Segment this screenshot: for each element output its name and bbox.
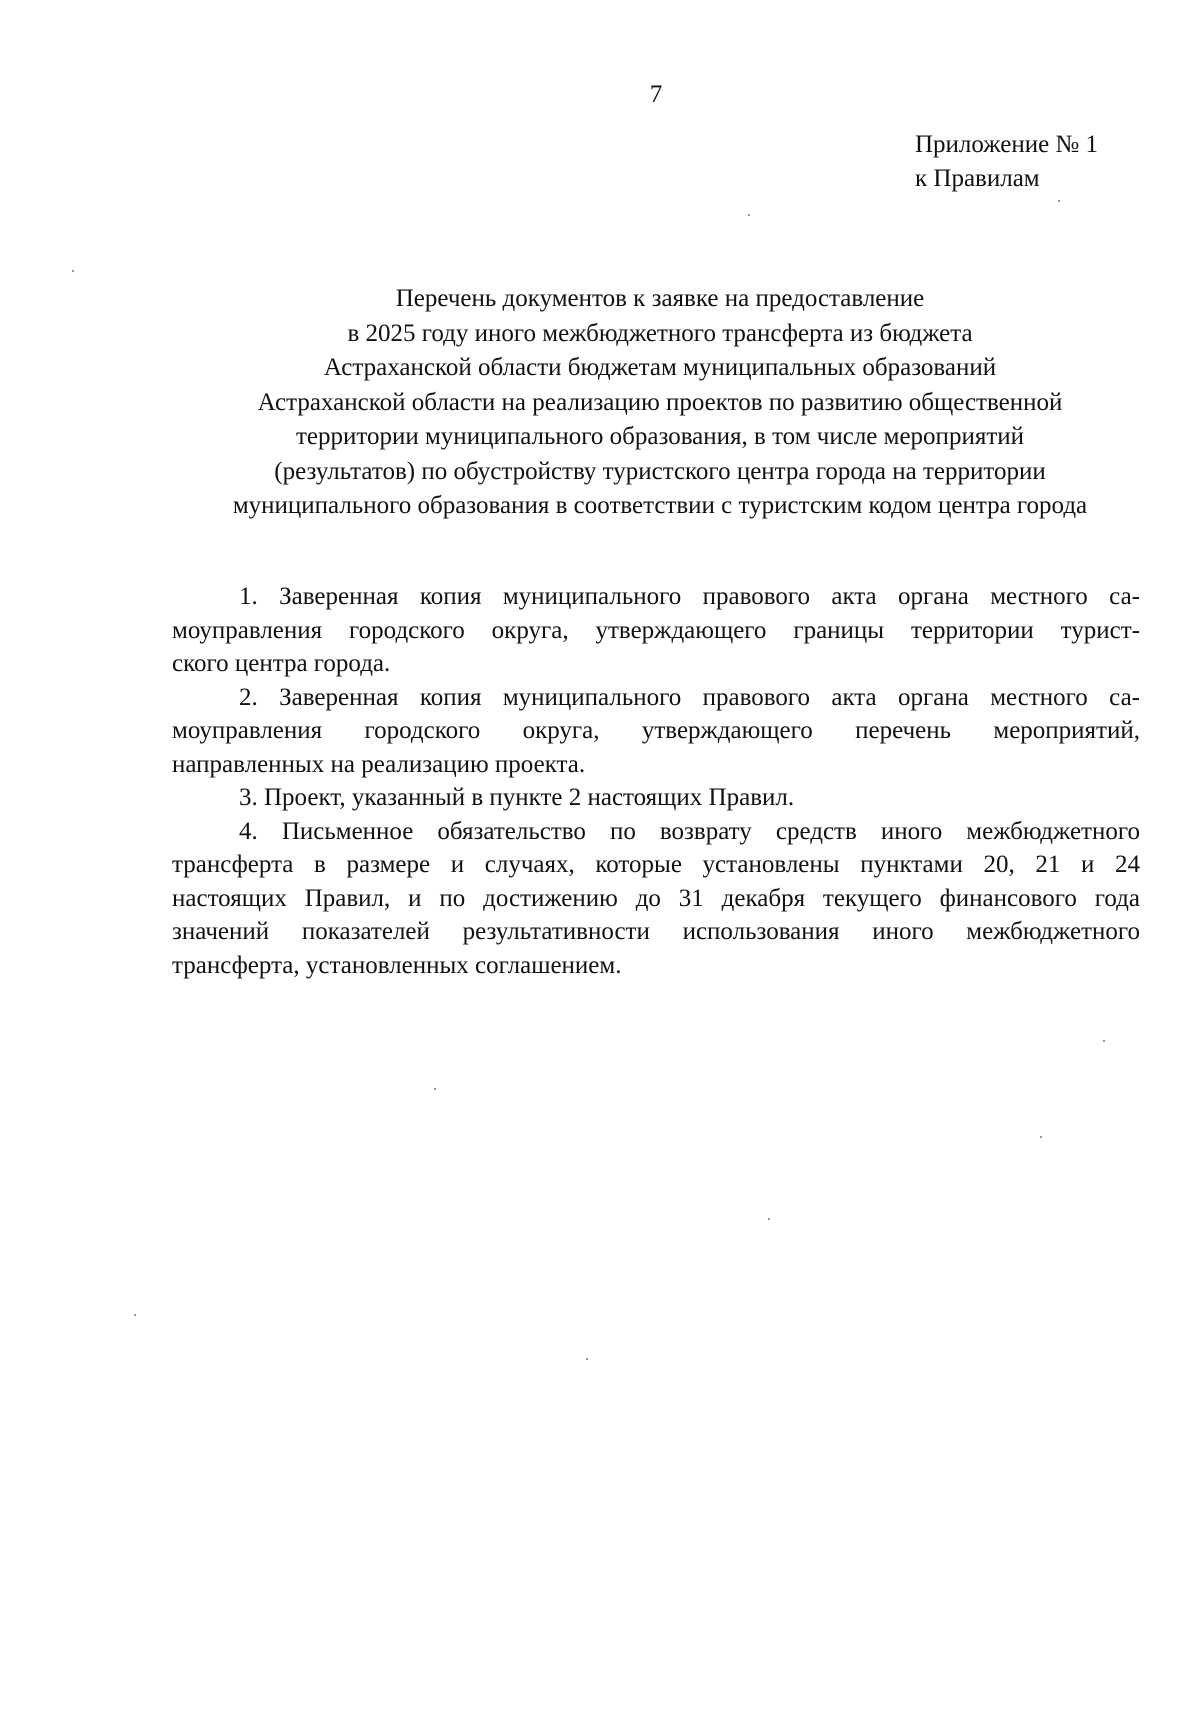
- title-line: Астраханской области бюджетам муниципальных образований: [323, 354, 997, 381]
- list-item-line: значений показателей результативности использования иного межбюджетного: [172, 918, 1140, 945]
- annex-header: [915, 128, 1098, 196]
- list-item-line: 3. Проект, указанный в пункте 2 настоящих Правил.: [239, 784, 795, 811]
- list-item-line: трансферта в размере и случаях, которые установлены пунктами 20, 21 и 24: [172, 851, 1140, 878]
- title-line: муниципального образования в соответствии с туристским кодом центра города: [232, 492, 1088, 519]
- list-item: [172, 580, 1140, 681]
- page-number: 7: [649, 81, 663, 108]
- list-item-line: моуправления городского округа, утверждающего границы территории турист-: [172, 616, 1140, 644]
- title-line: (результатов) по обустройству туристского центра города на территории: [274, 457, 1046, 485]
- title-line: Перечень документов к заявке на предоставление: [395, 285, 925, 312]
- scan-speck: [72, 270, 74, 272]
- scan-speck: [1103, 1040, 1105, 1042]
- annex-line-1: Приложение № 1: [915, 131, 1099, 158]
- scan-speck: [434, 1088, 436, 1090]
- document-list: [172, 580, 1140, 982]
- scan-speck: [134, 1314, 136, 1316]
- scan-speck: [748, 214, 750, 216]
- list-item-line: направленных на реализацию проекта.: [172, 750, 586, 778]
- list-item-line: трансферта, установленных соглашением.: [172, 951, 622, 979]
- scan-speck: [586, 1358, 588, 1360]
- list-item: [172, 781, 1140, 815]
- annex-line-2: к Правилам: [915, 165, 1040, 192]
- scan-speck: [1058, 200, 1060, 202]
- title-line: в 2025 году иного межбюджетного трансферта из бюджета: [347, 319, 973, 347]
- list-item-line: ского центра города.: [172, 650, 391, 677]
- title-line: территории муниципального образования, в том числе мероприятий: [295, 423, 1024, 450]
- list-item-line: моуправления городского округа, утверждающего перечень мероприятий,: [172, 717, 1140, 744]
- list-item-line: 4. Письменное обязательство по возврату средств иного межбюджетного: [239, 817, 1140, 845]
- document-title: [140, 282, 1180, 524]
- scan-speck: [1040, 1136, 1042, 1138]
- list-item-line: 1. Заверенная копия муниципального правового акта органа местного са-: [239, 583, 1140, 610]
- title-line: Астраханской области на реализацию проектов по развитию общественной: [257, 388, 1063, 416]
- scan-speck: [768, 1218, 770, 1220]
- list-item: [172, 815, 1140, 983]
- list-item-line: настоящих Правил, и по достижению до 31 декабря текущего финансового года: [172, 884, 1140, 912]
- list-item: [172, 681, 1140, 782]
- list-item-line: 2. Заверенная копия муниципального правового акта органа местного са-: [239, 683, 1140, 711]
